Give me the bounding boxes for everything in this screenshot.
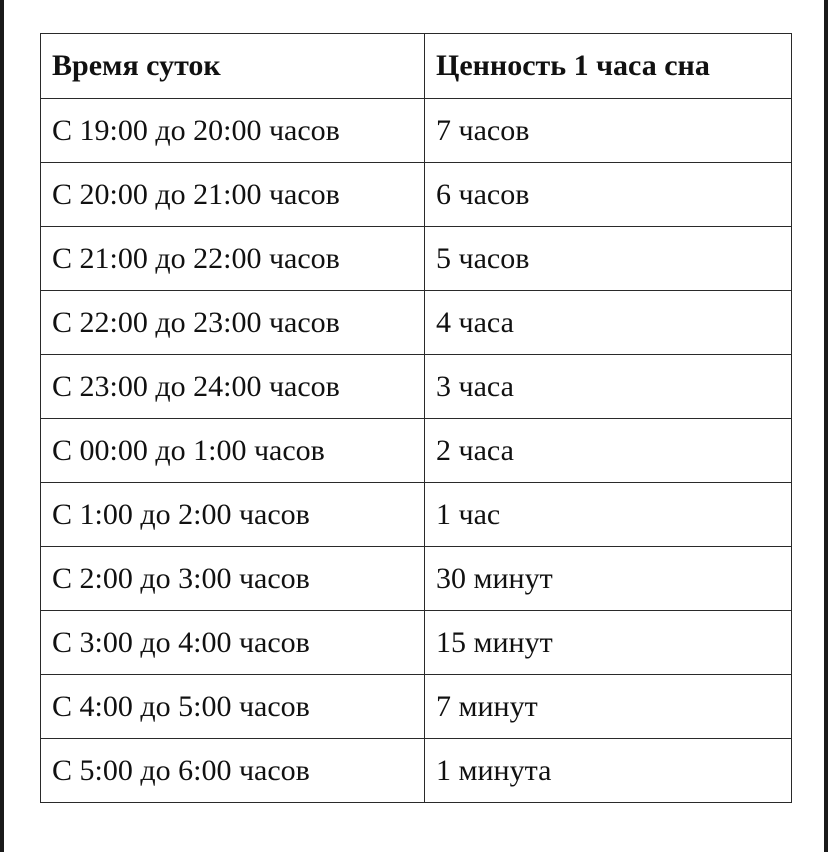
- cell-time-range: С 19:00 до 20:00 часов: [41, 99, 425, 163]
- table-row: [41, 419, 792, 483]
- right-border: [824, 0, 828, 852]
- cell-sleep-value: 15 минут: [425, 611, 792, 675]
- table-row: [41, 291, 792, 355]
- header-sleep-value: Ценность 1 часа сна: [425, 34, 792, 99]
- header-time-of-day: Время суток: [41, 34, 425, 99]
- cell-sleep-value: 4 часа: [425, 291, 792, 355]
- table-row: [41, 675, 792, 739]
- cell-time-range: С 21:00 до 22:00 часов: [41, 227, 425, 291]
- table-row: [41, 355, 792, 419]
- table-header-row: [41, 34, 792, 99]
- cell-time-range: С 00:00 до 1:00 часов: [41, 419, 425, 483]
- cell-time-range: С 20:00 до 21:00 часов: [41, 163, 425, 227]
- table-row: [41, 227, 792, 291]
- sleep-value-table: [40, 33, 792, 803]
- cell-time-range: С 4:00 до 5:00 часов: [41, 675, 425, 739]
- cell-sleep-value: 1 минута: [425, 739, 792, 803]
- table-row: [41, 483, 792, 547]
- cell-time-range: С 2:00 до 3:00 часов: [41, 547, 425, 611]
- cell-time-range: С 22:00 до 23:00 часов: [41, 291, 425, 355]
- table-row: [41, 611, 792, 675]
- cell-sleep-value: 2 часа: [425, 419, 792, 483]
- table-row: [41, 163, 792, 227]
- cell-time-range: С 5:00 до 6:00 часов: [41, 739, 425, 803]
- cell-sleep-value: 6 часов: [425, 163, 792, 227]
- cell-sleep-value: 5 часов: [425, 227, 792, 291]
- cell-time-range: С 3:00 до 4:00 часов: [41, 611, 425, 675]
- cell-sleep-value: 7 часов: [425, 99, 792, 163]
- cell-sleep-value: 30 минут: [425, 547, 792, 611]
- cell-sleep-value: 3 часа: [425, 355, 792, 419]
- cell-sleep-value: 1 час: [425, 483, 792, 547]
- table-row: [41, 547, 792, 611]
- left-border: [0, 0, 4, 852]
- table-row: [41, 739, 792, 803]
- cell-time-range: С 23:00 до 24:00 часов: [41, 355, 425, 419]
- cell-time-range: С 1:00 до 2:00 часов: [41, 483, 425, 547]
- table-row: [41, 99, 792, 163]
- cell-sleep-value: 7 минут: [425, 675, 792, 739]
